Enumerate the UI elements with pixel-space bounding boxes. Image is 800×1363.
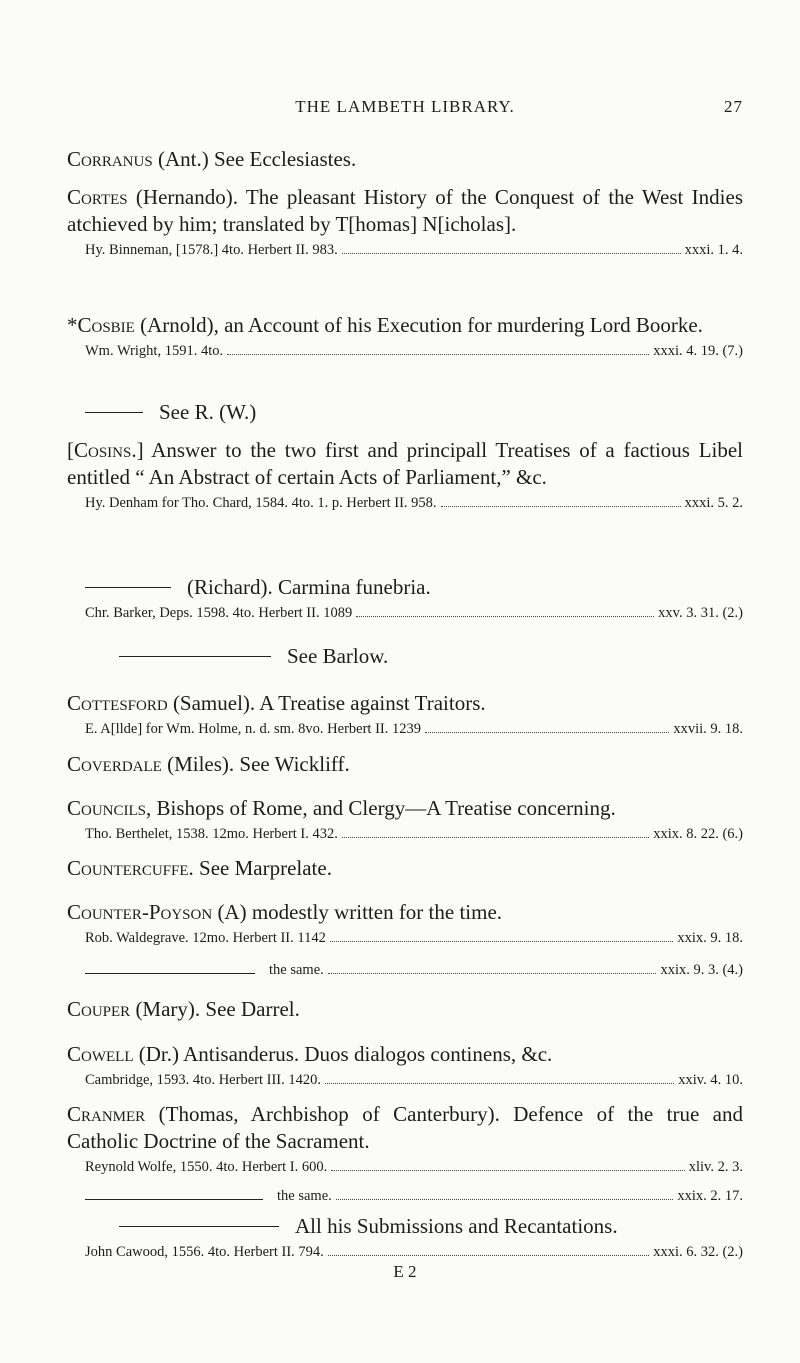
imprint: Reynold Wolfe, 1550. 4to. Herbert I. 600. — [85, 1159, 328, 1175]
entry-text: Answer to the two first and principall Treatises of a factious Libel entitled “ An Abstract of certain Acts of Parliament,” &c. — [67, 438, 744, 489]
entry-cranmer-submissions — [67, 1213, 743, 1262]
entry-cottesford — [67, 690, 743, 739]
imprint: Chr. Barker, Deps. 1598. 4to. Herbert II. 1089 — [85, 605, 353, 621]
imprint: Hy. Denham for Tho. Chard, 1584. 4to. 1. p. Herbert II. 958. — [85, 495, 437, 511]
shelf-reference: xxvii. 9. 18. — [673, 721, 743, 737]
entry-text: (Ant.) See Ecclesiastes. — [157, 147, 357, 171]
imprint: Tho. Berthelet, 1538. 12mo. Herbert I. 432. — [85, 826, 338, 842]
ditto-rule — [119, 1226, 279, 1227]
imprint: the same. — [277, 1188, 332, 1204]
entry-heading: Cranmer — [67, 1102, 146, 1126]
entry-text: (Samuel). A Treatise against Traitors. — [172, 691, 486, 715]
shelf-reference: xxix. 9. 18. — [677, 930, 743, 946]
entry-counter-poyson-same — [67, 958, 743, 980]
shelf-reference: xxxi. 4. 19. (7.) — [653, 343, 743, 359]
shelf-reference: xxxi. 6. 32. (2.) — [653, 1244, 743, 1260]
shelf-reference: xxix. 8. 22. (6.) — [653, 826, 743, 842]
ditto-rule — [119, 656, 271, 657]
entry-text: Bishops of Rome, and Clergy—A Treatise concerning. — [156, 796, 616, 820]
imprint-line — [67, 1242, 743, 1262]
entry-text: (Mary). See Darrel. — [135, 997, 300, 1021]
entry-countercuffe — [67, 855, 743, 882]
imprint-line — [67, 603, 743, 623]
entry-heading: Coverdale — [67, 752, 162, 776]
imprint-line — [67, 1186, 743, 1206]
entry-heading: Countercuffe. — [67, 856, 194, 880]
entry-cosins — [67, 437, 743, 513]
imprint-line — [67, 1157, 743, 1177]
entry-text: (Dr.) Antisanderus. Duos dialogos continens, &c. — [138, 1042, 553, 1066]
entry-text: See Barlow. — [287, 644, 389, 668]
imprint: Wm. Wright, 1591. 4to. — [85, 343, 224, 359]
entry-heading: Councils, — [67, 796, 152, 820]
entry-councils — [67, 795, 743, 844]
entry-cowell — [67, 1041, 743, 1090]
imprint: Cambridge, 1593. 4to. Herbert III. 1420. — [85, 1072, 321, 1088]
entry-text: See R. (W.) — [159, 400, 257, 424]
entry-cranmer-same — [67, 1184, 743, 1206]
ditto-rule — [85, 412, 143, 413]
entry-cortes — [67, 184, 743, 260]
signature-mark: E 2 — [393, 1262, 417, 1281]
entry-text: All his Submissions and Recantations. — [295, 1214, 618, 1238]
entry-corranus — [67, 146, 743, 173]
page-number: 27 — [724, 97, 743, 116]
imprint-line — [67, 240, 743, 260]
entry-heading: Cowell — [67, 1042, 134, 1066]
shelf-reference: xxix. 2. 17. — [677, 1188, 743, 1204]
entry-heading: Cottesford — [67, 691, 168, 715]
ditto-rule — [85, 1199, 263, 1200]
entry-text: See Marprelate. — [199, 856, 332, 880]
entry-text: (Thomas, Archbishop of Canterbury). Defence of the true and Catholic Doctrine of the Sacrament. — [67, 1102, 744, 1153]
imprint: the same. — [269, 962, 324, 978]
entry-cosbie-see — [67, 399, 743, 426]
imprint: E. A[llde] for Wm. Holme, n. d. sm. 8vo. Herbert II. 1239 — [85, 721, 421, 737]
entry-cranmer — [67, 1101, 743, 1177]
imprint: Rob. Waldegrave. 12mo. Herbert II. 1142 — [85, 930, 326, 946]
entry-heading: Corranus — [67, 147, 153, 171]
imprint-line — [67, 719, 743, 739]
imprint-line — [67, 824, 743, 844]
running-title: THE LAMBETH LIBRARY. — [295, 97, 515, 116]
entry-coverdale — [67, 751, 743, 778]
entry-cosbie — [67, 312, 743, 361]
imprint-line — [67, 341, 743, 361]
shelf-reference: xxxi. 5. 2. — [684, 495, 743, 511]
imprint: John Cawood, 1556. 4to. Herbert II. 794. — [85, 1244, 324, 1260]
shelf-reference: xxiv. 4. 10. — [678, 1072, 743, 1088]
entry-heading: [Cosins.] — [67, 438, 144, 462]
ditto-rule — [85, 587, 171, 588]
entry-counter-poyson — [67, 899, 743, 948]
entry-cosins-richard — [67, 574, 743, 623]
entry-text: (Miles). See Wickliff. — [167, 752, 350, 776]
imprint-line — [67, 493, 743, 513]
imprint: Hy. Binneman, [1578.] 4to. Herbert II. 983. — [85, 242, 338, 258]
entry-text: (Richard). Carmina funebria. — [187, 575, 431, 599]
entry-couper — [67, 996, 743, 1023]
shelf-reference: xxix. 9. 3. (4.) — [660, 962, 743, 978]
imprint-line — [67, 1070, 743, 1090]
shelf-reference: xliv. 2. 3. — [688, 1159, 743, 1175]
imprint-line — [67, 960, 743, 980]
entry-text: (A) modestly written for the time. — [217, 900, 503, 924]
entry-heading: Counter-Poyson — [67, 900, 213, 924]
shelf-reference: xxv. 3. 31. (2.) — [658, 605, 743, 621]
running-header — [67, 97, 743, 119]
entry-heading: Couper — [67, 997, 131, 1021]
entry-text: (Arnold), an Account of his Execution for murdering Lord Boorke. — [140, 313, 703, 337]
entry-heading: *Cosbie — [67, 313, 135, 337]
shelf-reference: xxxi. 1. 4. — [684, 242, 743, 258]
entry-heading: Cortes — [67, 185, 128, 209]
entry-text: (Hernando). The pleasant History of the Conquest of the West Indies atchieved by him; translated by T[homas] N[icholas]. — [67, 185, 743, 236]
imprint-line — [67, 928, 743, 948]
entry-cosins-see-barlow — [67, 643, 743, 670]
ditto-rule — [85, 973, 255, 974]
